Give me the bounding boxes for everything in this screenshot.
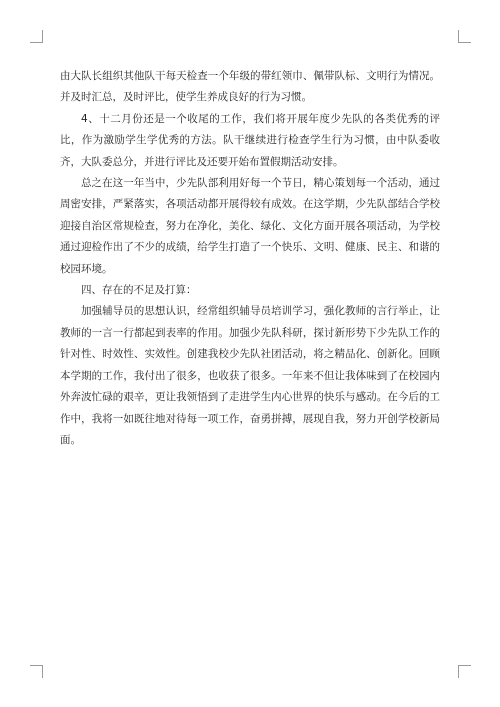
paragraph-plans: 加强辅导员的思想认识，经常组织辅导员培训学习，强化教师的言行举止，让教师的一言一行都起到表率的作用。加强少先队科研，探讨新形势下少先队工作的针对性、时效性、实效性。创建我校少先队社团活动，将之精品化、创新化。回顾本学期的工作，我付出了很多，也收获了很多。一年来不但让我体味到了在校园内外奔波忙碌的艰辛，更让我领悟到了走进学生内心世界的快乐与感动。在今后的工作中，我将一如既往地对待每一项工作，奋勇拼搏，展现自我，努力开创学校新局面。 — [60, 305, 440, 446]
paragraph-december-work: 4、十二月份还是一个收尾的工作，我们将开展年度少先队的各类优秀的评比，作为激励学生学优秀的方法。队干继续进行检查学生行为习惯，由中队委收齐，大队委总分，并进行评比及还要开始布置假期活动安排。 — [60, 112, 440, 168]
document-body — [60, 66, 440, 451]
paragraph-summary: 总之在这一年当中，少先队部利用好每一个节日，精心策划每一个活动，通过周密安排，严紧落实，各项活动都开展得较有成效。在这学期，少先队部结合学校迎接自治区常规检查，努力在净化，美化、绿化、文化方面开展各项活动，为学校通过迎检作出了不少的成绩，给学生打造了一个快乐、文明、健康、民主、和谐的校园环境。 — [60, 177, 440, 275]
paragraph-behavior-check: 由大队长组织其他队干每天检查一个年级的带红领巾、佩带队标、文明行为情况。并及时汇总，及时评比，使学生养成良好的行为习惯。 — [60, 70, 440, 104]
crop-mark-bottom-right — [458, 665, 471, 678]
section-heading-shortcomings: 四、存在的不足及打算： — [81, 284, 197, 297]
crop-mark-top-left — [30, 30, 43, 43]
crop-mark-bottom-left — [30, 665, 43, 678]
crop-mark-top-right — [458, 30, 471, 43]
